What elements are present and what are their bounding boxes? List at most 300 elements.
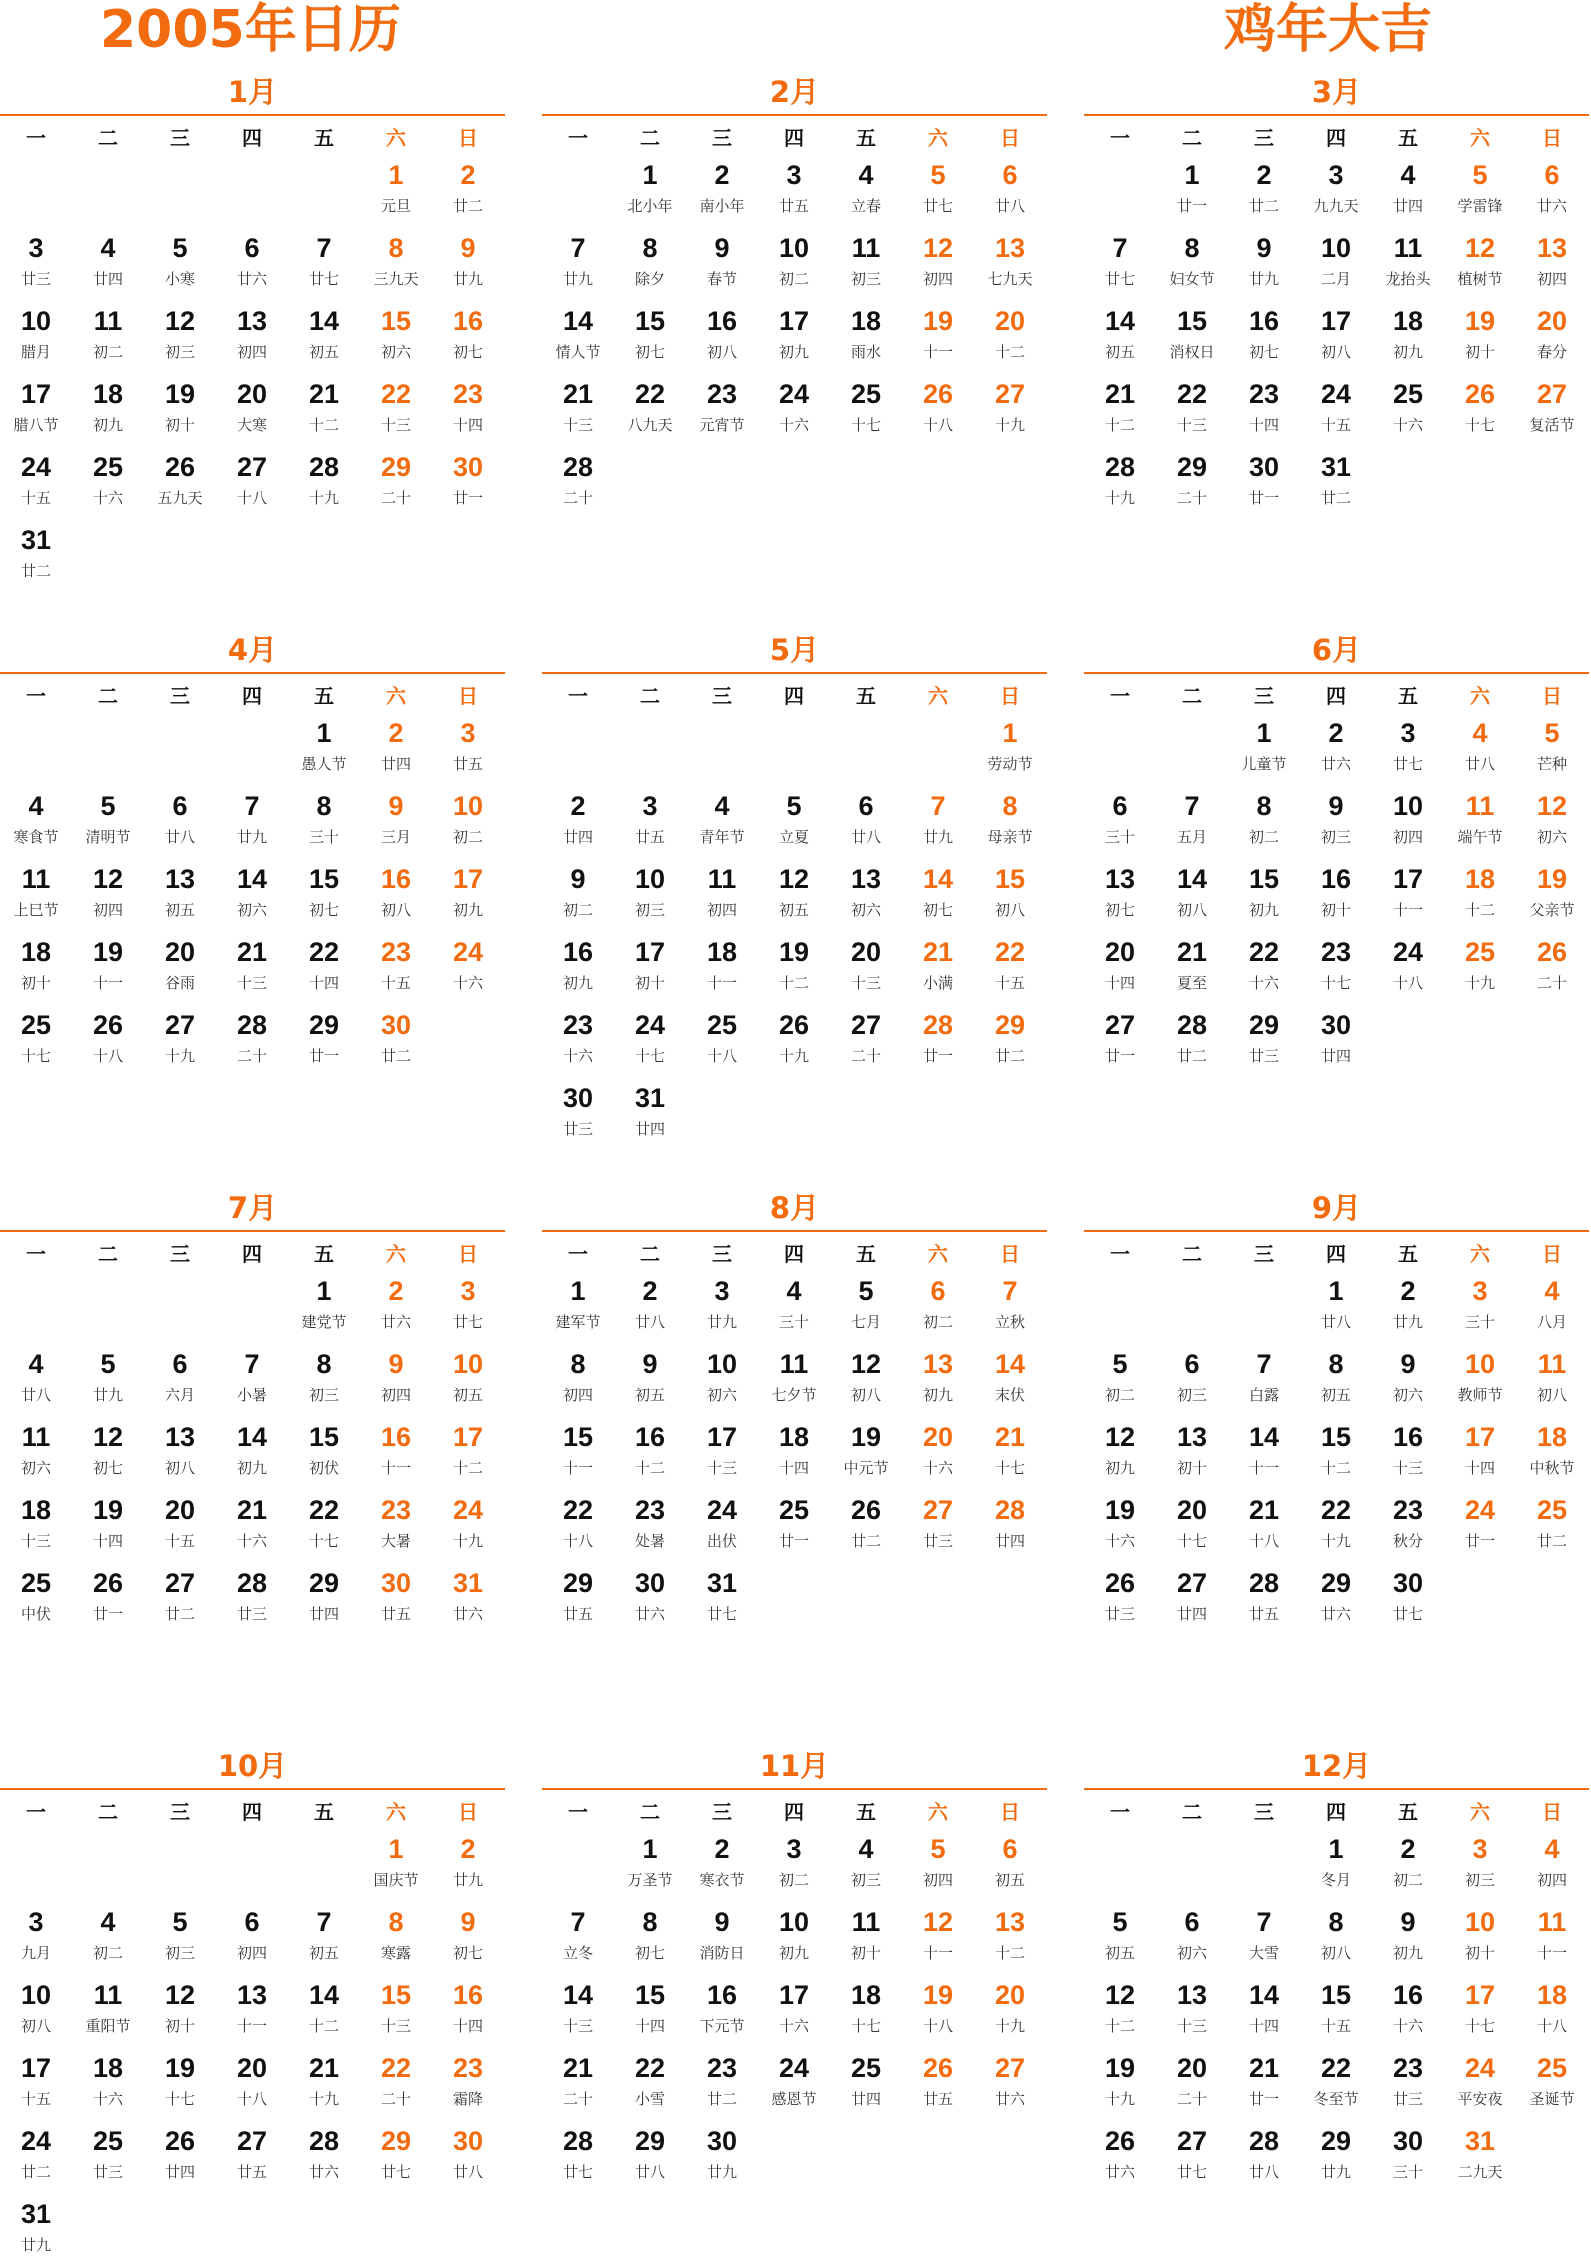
day-cell[interactable] bbox=[1516, 1828, 1588, 1901]
day-cell[interactable] bbox=[830, 1416, 902, 1489]
day-cell[interactable] bbox=[902, 1974, 974, 2047]
day-cell[interactable] bbox=[542, 931, 614, 1004]
day-cell[interactable] bbox=[360, 2120, 432, 2193]
day-cell[interactable] bbox=[432, 1270, 504, 1343]
day-cell[interactable] bbox=[758, 1974, 830, 2047]
day-cell[interactable] bbox=[1444, 154, 1516, 227]
day-cell[interactable] bbox=[830, 227, 902, 300]
day-cell[interactable] bbox=[0, 785, 72, 858]
day-cell[interactable] bbox=[72, 373, 144, 446]
day-cell[interactable] bbox=[1372, 1828, 1444, 1901]
day-cell[interactable] bbox=[1516, 931, 1588, 1004]
day-cell[interactable] bbox=[830, 300, 902, 373]
day-cell[interactable] bbox=[1156, 300, 1228, 373]
day-cell[interactable] bbox=[216, 300, 288, 373]
day-cell[interactable] bbox=[830, 931, 902, 1004]
day-cell[interactable] bbox=[0, 2047, 72, 2120]
day-cell[interactable] bbox=[360, 1489, 432, 1562]
day-cell[interactable] bbox=[1372, 1343, 1444, 1416]
day-cell[interactable] bbox=[216, 227, 288, 300]
day-cell[interactable] bbox=[902, 1489, 974, 1562]
day-cell[interactable] bbox=[614, 1489, 686, 1562]
day-cell[interactable] bbox=[360, 1562, 432, 1635]
day-cell[interactable] bbox=[1084, 1343, 1156, 1416]
day-cell[interactable] bbox=[542, 373, 614, 446]
day-cell[interactable] bbox=[686, 1562, 758, 1635]
day-cell[interactable] bbox=[1372, 1901, 1444, 1974]
day-cell[interactable] bbox=[902, 1901, 974, 1974]
day-cell[interactable] bbox=[542, 1270, 614, 1343]
day-cell[interactable] bbox=[830, 1004, 902, 1077]
day-cell[interactable] bbox=[360, 1004, 432, 1077]
day-cell[interactable] bbox=[686, 1416, 758, 1489]
day-cell[interactable] bbox=[1516, 858, 1588, 931]
day-cell[interactable] bbox=[288, 2047, 360, 2120]
day-cell[interactable] bbox=[432, 1562, 504, 1635]
day-cell[interactable] bbox=[288, 227, 360, 300]
day-cell[interactable] bbox=[974, 1270, 1046, 1343]
day-cell[interactable] bbox=[614, 1901, 686, 1974]
day-cell[interactable] bbox=[1228, 1343, 1300, 1416]
day-cell[interactable] bbox=[1084, 2120, 1156, 2193]
day-cell[interactable] bbox=[144, 2120, 216, 2193]
day-cell[interactable] bbox=[1228, 300, 1300, 373]
day-cell[interactable] bbox=[1084, 1974, 1156, 2047]
day-cell[interactable] bbox=[432, 1974, 504, 2047]
day-cell[interactable] bbox=[1084, 931, 1156, 1004]
day-cell[interactable] bbox=[1228, 446, 1300, 519]
day-cell[interactable] bbox=[1156, 1974, 1228, 2047]
day-cell[interactable] bbox=[1300, 2120, 1372, 2193]
day-cell[interactable] bbox=[288, 1270, 360, 1343]
day-cell[interactable] bbox=[1372, 2047, 1444, 2120]
day-cell[interactable] bbox=[1228, 1974, 1300, 2047]
day-cell[interactable] bbox=[0, 300, 72, 373]
day-cell[interactable] bbox=[216, 785, 288, 858]
day-cell[interactable] bbox=[144, 858, 216, 931]
day-cell[interactable] bbox=[686, 931, 758, 1004]
day-cell[interactable] bbox=[902, 1828, 974, 1901]
day-cell[interactable] bbox=[1156, 1562, 1228, 1635]
day-cell[interactable] bbox=[974, 1489, 1046, 1562]
day-cell[interactable] bbox=[686, 1004, 758, 1077]
day-cell[interactable] bbox=[686, 2047, 758, 2120]
day-cell[interactable] bbox=[758, 1343, 830, 1416]
day-cell[interactable] bbox=[432, 712, 504, 785]
day-cell[interactable] bbox=[360, 785, 432, 858]
day-cell[interactable] bbox=[974, 227, 1046, 300]
day-cell[interactable] bbox=[974, 712, 1046, 785]
day-cell[interactable] bbox=[542, 2047, 614, 2120]
day-cell[interactable] bbox=[1300, 1004, 1372, 1077]
day-cell[interactable] bbox=[360, 858, 432, 931]
day-cell[interactable] bbox=[758, 154, 830, 227]
day-cell[interactable] bbox=[1300, 2047, 1372, 2120]
day-cell[interactable] bbox=[72, 300, 144, 373]
day-cell[interactable] bbox=[1444, 785, 1516, 858]
day-cell[interactable] bbox=[1516, 227, 1588, 300]
day-cell[interactable] bbox=[1228, 858, 1300, 931]
day-cell[interactable] bbox=[432, 2047, 504, 2120]
day-cell[interactable] bbox=[144, 446, 216, 519]
day-cell[interactable] bbox=[830, 373, 902, 446]
day-cell[interactable] bbox=[0, 227, 72, 300]
day-cell[interactable] bbox=[1372, 785, 1444, 858]
day-cell[interactable] bbox=[288, 858, 360, 931]
day-cell[interactable] bbox=[758, 858, 830, 931]
day-cell[interactable] bbox=[1300, 1974, 1372, 2047]
day-cell[interactable] bbox=[1156, 2047, 1228, 2120]
day-cell[interactable] bbox=[614, 1343, 686, 1416]
day-cell[interactable] bbox=[360, 1901, 432, 1974]
day-cell[interactable] bbox=[1084, 1562, 1156, 1635]
day-cell[interactable] bbox=[360, 227, 432, 300]
day-cell[interactable] bbox=[1372, 227, 1444, 300]
day-cell[interactable] bbox=[144, 227, 216, 300]
day-cell[interactable] bbox=[1156, 785, 1228, 858]
day-cell[interactable] bbox=[542, 1974, 614, 2047]
day-cell[interactable] bbox=[432, 154, 504, 227]
day-cell[interactable] bbox=[432, 858, 504, 931]
day-cell[interactable] bbox=[288, 1489, 360, 1562]
day-cell[interactable] bbox=[830, 1901, 902, 1974]
day-cell[interactable] bbox=[542, 300, 614, 373]
day-cell[interactable] bbox=[432, 1416, 504, 1489]
day-cell[interactable] bbox=[1516, 2047, 1588, 2120]
day-cell[interactable] bbox=[974, 1416, 1046, 1489]
day-cell[interactable] bbox=[758, 1828, 830, 1901]
day-cell[interactable] bbox=[0, 1489, 72, 1562]
day-cell[interactable] bbox=[1372, 1270, 1444, 1343]
day-cell[interactable] bbox=[1084, 300, 1156, 373]
day-cell[interactable] bbox=[72, 227, 144, 300]
day-cell[interactable] bbox=[72, 1974, 144, 2047]
day-cell[interactable] bbox=[902, 1343, 974, 1416]
day-cell[interactable] bbox=[902, 785, 974, 858]
day-cell[interactable] bbox=[686, 2120, 758, 2193]
day-cell[interactable] bbox=[614, 154, 686, 227]
day-cell[interactable] bbox=[830, 858, 902, 931]
day-cell[interactable] bbox=[1516, 373, 1588, 446]
day-cell[interactable] bbox=[1300, 446, 1372, 519]
day-cell[interactable] bbox=[0, 1974, 72, 2047]
day-cell[interactable] bbox=[686, 1974, 758, 2047]
day-cell[interactable] bbox=[758, 227, 830, 300]
day-cell[interactable] bbox=[1084, 858, 1156, 931]
day-cell[interactable] bbox=[758, 1901, 830, 1974]
day-cell[interactable] bbox=[614, 2120, 686, 2193]
day-cell[interactable] bbox=[1228, 1489, 1300, 1562]
day-cell[interactable] bbox=[1156, 1004, 1228, 1077]
day-cell[interactable] bbox=[614, 858, 686, 931]
day-cell[interactable] bbox=[758, 373, 830, 446]
day-cell[interactable] bbox=[216, 1004, 288, 1077]
day-cell[interactable] bbox=[360, 373, 432, 446]
day-cell[interactable] bbox=[0, 1004, 72, 1077]
day-cell[interactable] bbox=[974, 785, 1046, 858]
day-cell[interactable] bbox=[614, 1562, 686, 1635]
day-cell[interactable] bbox=[974, 1901, 1046, 1974]
day-cell[interactable] bbox=[542, 446, 614, 519]
day-cell[interactable] bbox=[1444, 1489, 1516, 1562]
day-cell[interactable] bbox=[614, 1974, 686, 2047]
day-cell[interactable] bbox=[0, 858, 72, 931]
day-cell[interactable] bbox=[974, 373, 1046, 446]
day-cell[interactable] bbox=[542, 1562, 614, 1635]
day-cell[interactable] bbox=[144, 1901, 216, 1974]
day-cell[interactable] bbox=[902, 300, 974, 373]
day-cell[interactable] bbox=[1300, 1828, 1372, 1901]
day-cell[interactable] bbox=[1084, 373, 1156, 446]
day-cell[interactable] bbox=[0, 1343, 72, 1416]
day-cell[interactable] bbox=[830, 1828, 902, 1901]
day-cell[interactable] bbox=[360, 1343, 432, 1416]
day-cell[interactable] bbox=[360, 1416, 432, 1489]
day-cell[interactable] bbox=[1372, 2120, 1444, 2193]
day-cell[interactable] bbox=[432, 1828, 504, 1901]
day-cell[interactable] bbox=[1372, 712, 1444, 785]
day-cell[interactable] bbox=[1300, 373, 1372, 446]
day-cell[interactable] bbox=[1084, 2047, 1156, 2120]
day-cell[interactable] bbox=[758, 1270, 830, 1343]
day-cell[interactable] bbox=[72, 858, 144, 931]
day-cell[interactable] bbox=[432, 446, 504, 519]
day-cell[interactable] bbox=[216, 2120, 288, 2193]
day-cell[interactable] bbox=[1228, 227, 1300, 300]
day-cell[interactable] bbox=[1372, 300, 1444, 373]
day-cell[interactable] bbox=[614, 227, 686, 300]
day-cell[interactable] bbox=[614, 1077, 686, 1150]
day-cell[interactable] bbox=[1228, 1004, 1300, 1077]
day-cell[interactable] bbox=[72, 2047, 144, 2120]
day-cell[interactable] bbox=[902, 2047, 974, 2120]
day-cell[interactable] bbox=[1300, 1270, 1372, 1343]
day-cell[interactable] bbox=[0, 931, 72, 1004]
day-cell[interactable] bbox=[1156, 931, 1228, 1004]
day-cell[interactable] bbox=[1444, 858, 1516, 931]
day-cell[interactable] bbox=[686, 373, 758, 446]
day-cell[interactable] bbox=[974, 931, 1046, 1004]
day-cell[interactable] bbox=[1372, 1416, 1444, 1489]
day-cell[interactable] bbox=[758, 1004, 830, 1077]
day-cell[interactable] bbox=[830, 1489, 902, 1562]
day-cell[interactable] bbox=[432, 785, 504, 858]
day-cell[interactable] bbox=[72, 1562, 144, 1635]
day-cell[interactable] bbox=[288, 1901, 360, 1974]
day-cell[interactable] bbox=[1228, 712, 1300, 785]
day-cell[interactable] bbox=[902, 1004, 974, 1077]
day-cell[interactable] bbox=[542, 1901, 614, 1974]
day-cell[interactable] bbox=[902, 227, 974, 300]
day-cell[interactable] bbox=[1156, 2120, 1228, 2193]
day-cell[interactable] bbox=[144, 1489, 216, 1562]
day-cell[interactable] bbox=[1516, 1270, 1588, 1343]
day-cell[interactable] bbox=[144, 1416, 216, 1489]
day-cell[interactable] bbox=[1156, 154, 1228, 227]
day-cell[interactable] bbox=[360, 712, 432, 785]
day-cell[interactable] bbox=[72, 1901, 144, 1974]
day-cell[interactable] bbox=[288, 712, 360, 785]
day-cell[interactable] bbox=[1228, 785, 1300, 858]
day-cell[interactable] bbox=[144, 300, 216, 373]
day-cell[interactable] bbox=[360, 931, 432, 1004]
day-cell[interactable] bbox=[1300, 1343, 1372, 1416]
day-cell[interactable] bbox=[614, 373, 686, 446]
day-cell[interactable] bbox=[686, 1343, 758, 1416]
day-cell[interactable] bbox=[542, 2120, 614, 2193]
day-cell[interactable] bbox=[0, 519, 72, 592]
day-cell[interactable] bbox=[974, 1343, 1046, 1416]
day-cell[interactable] bbox=[360, 2047, 432, 2120]
day-cell[interactable] bbox=[360, 1270, 432, 1343]
day-cell[interactable] bbox=[1516, 1901, 1588, 1974]
day-cell[interactable] bbox=[758, 2047, 830, 2120]
day-cell[interactable] bbox=[830, 785, 902, 858]
day-cell[interactable] bbox=[432, 1343, 504, 1416]
day-cell[interactable] bbox=[360, 446, 432, 519]
day-cell[interactable] bbox=[216, 373, 288, 446]
day-cell[interactable] bbox=[1372, 1489, 1444, 1562]
day-cell[interactable] bbox=[1084, 1416, 1156, 1489]
day-cell[interactable] bbox=[1300, 712, 1372, 785]
day-cell[interactable] bbox=[1516, 1974, 1588, 2047]
day-cell[interactable] bbox=[72, 1343, 144, 1416]
day-cell[interactable] bbox=[1300, 1901, 1372, 1974]
day-cell[interactable] bbox=[542, 227, 614, 300]
day-cell[interactable] bbox=[1300, 227, 1372, 300]
day-cell[interactable] bbox=[1300, 300, 1372, 373]
day-cell[interactable] bbox=[614, 785, 686, 858]
day-cell[interactable] bbox=[216, 1974, 288, 2047]
day-cell[interactable] bbox=[758, 931, 830, 1004]
day-cell[interactable] bbox=[542, 785, 614, 858]
day-cell[interactable] bbox=[1156, 1416, 1228, 1489]
day-cell[interactable] bbox=[686, 300, 758, 373]
day-cell[interactable] bbox=[830, 1974, 902, 2047]
day-cell[interactable] bbox=[830, 2047, 902, 2120]
day-cell[interactable] bbox=[288, 1974, 360, 2047]
day-cell[interactable] bbox=[216, 2047, 288, 2120]
day-cell[interactable] bbox=[144, 1004, 216, 1077]
day-cell[interactable] bbox=[974, 1004, 1046, 1077]
day-cell[interactable] bbox=[1300, 785, 1372, 858]
day-cell[interactable] bbox=[0, 446, 72, 519]
day-cell[interactable] bbox=[1228, 154, 1300, 227]
day-cell[interactable] bbox=[758, 300, 830, 373]
day-cell[interactable] bbox=[0, 1416, 72, 1489]
day-cell[interactable] bbox=[686, 227, 758, 300]
day-cell[interactable] bbox=[72, 2120, 144, 2193]
day-cell[interactable] bbox=[1444, 373, 1516, 446]
day-cell[interactable] bbox=[1372, 858, 1444, 931]
day-cell[interactable] bbox=[1516, 1416, 1588, 1489]
day-cell[interactable] bbox=[1516, 785, 1588, 858]
day-cell[interactable] bbox=[0, 1901, 72, 1974]
day-cell[interactable] bbox=[830, 154, 902, 227]
day-cell[interactable] bbox=[144, 1343, 216, 1416]
day-cell[interactable] bbox=[1516, 712, 1588, 785]
day-cell[interactable] bbox=[360, 1828, 432, 1901]
day-cell[interactable] bbox=[288, 2120, 360, 2193]
day-cell[interactable] bbox=[216, 1489, 288, 1562]
day-cell[interactable] bbox=[432, 1901, 504, 1974]
day-cell[interactable] bbox=[432, 931, 504, 1004]
day-cell[interactable] bbox=[1444, 300, 1516, 373]
day-cell[interactable] bbox=[360, 154, 432, 227]
day-cell[interactable] bbox=[1372, 1974, 1444, 2047]
day-cell[interactable] bbox=[1444, 1270, 1516, 1343]
day-cell[interactable] bbox=[1444, 2047, 1516, 2120]
day-cell[interactable] bbox=[1372, 373, 1444, 446]
day-cell[interactable] bbox=[902, 1416, 974, 1489]
day-cell[interactable] bbox=[614, 300, 686, 373]
day-cell[interactable] bbox=[216, 1562, 288, 1635]
day-cell[interactable] bbox=[288, 1004, 360, 1077]
day-cell[interactable] bbox=[758, 1416, 830, 1489]
day-cell[interactable] bbox=[1156, 1343, 1228, 1416]
day-cell[interactable] bbox=[72, 446, 144, 519]
day-cell[interactable] bbox=[1444, 1343, 1516, 1416]
day-cell[interactable] bbox=[1156, 373, 1228, 446]
day-cell[interactable] bbox=[1516, 154, 1588, 227]
day-cell[interactable] bbox=[902, 931, 974, 1004]
day-cell[interactable] bbox=[360, 300, 432, 373]
day-cell[interactable] bbox=[542, 858, 614, 931]
day-cell[interactable] bbox=[144, 373, 216, 446]
day-cell[interactable] bbox=[542, 1004, 614, 1077]
day-cell[interactable] bbox=[758, 1489, 830, 1562]
day-cell[interactable] bbox=[0, 373, 72, 446]
day-cell[interactable] bbox=[902, 373, 974, 446]
day-cell[interactable] bbox=[144, 931, 216, 1004]
day-cell[interactable] bbox=[1300, 154, 1372, 227]
day-cell[interactable] bbox=[974, 2047, 1046, 2120]
day-cell[interactable] bbox=[1300, 1562, 1372, 1635]
day-cell[interactable] bbox=[974, 154, 1046, 227]
day-cell[interactable] bbox=[288, 446, 360, 519]
day-cell[interactable] bbox=[216, 858, 288, 931]
day-cell[interactable] bbox=[1084, 227, 1156, 300]
day-cell[interactable] bbox=[432, 300, 504, 373]
day-cell[interactable] bbox=[1156, 858, 1228, 931]
day-cell[interactable] bbox=[72, 785, 144, 858]
day-cell[interactable] bbox=[542, 1077, 614, 1150]
day-cell[interactable] bbox=[0, 1562, 72, 1635]
day-cell[interactable] bbox=[1372, 154, 1444, 227]
day-cell[interactable] bbox=[1084, 1489, 1156, 1562]
day-cell[interactable] bbox=[288, 1343, 360, 1416]
day-cell[interactable] bbox=[1444, 931, 1516, 1004]
day-cell[interactable] bbox=[974, 1828, 1046, 1901]
day-cell[interactable] bbox=[72, 1489, 144, 1562]
day-cell[interactable] bbox=[614, 1004, 686, 1077]
day-cell[interactable] bbox=[542, 1489, 614, 1562]
day-cell[interactable] bbox=[686, 785, 758, 858]
day-cell[interactable] bbox=[0, 2120, 72, 2193]
day-cell[interactable] bbox=[686, 1901, 758, 1974]
day-cell[interactable] bbox=[1516, 300, 1588, 373]
day-cell[interactable] bbox=[614, 931, 686, 1004]
day-cell[interactable] bbox=[902, 154, 974, 227]
day-cell[interactable] bbox=[432, 227, 504, 300]
day-cell[interactable] bbox=[216, 931, 288, 1004]
day-cell[interactable] bbox=[758, 785, 830, 858]
day-cell[interactable] bbox=[902, 1270, 974, 1343]
day-cell[interactable] bbox=[288, 1562, 360, 1635]
day-cell[interactable] bbox=[1300, 1416, 1372, 1489]
day-cell[interactable] bbox=[72, 931, 144, 1004]
day-cell[interactable] bbox=[1444, 1828, 1516, 1901]
